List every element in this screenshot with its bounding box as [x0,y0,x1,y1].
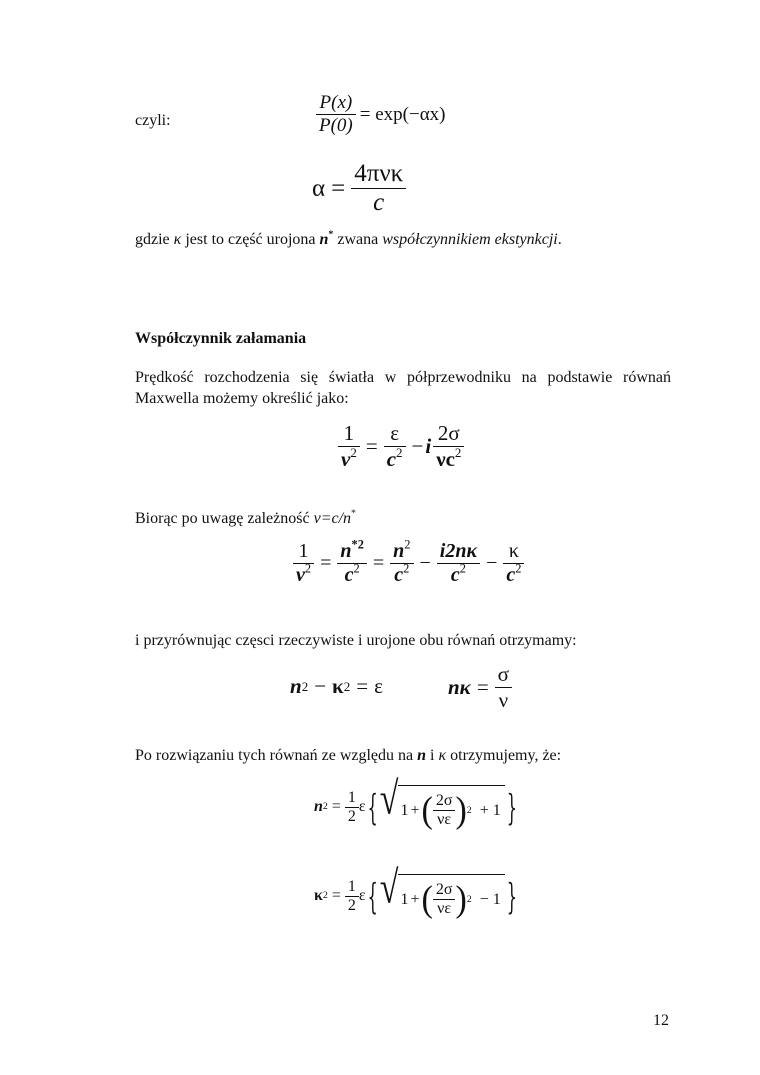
text-run: jest to część urojona [181,231,320,248]
czyli-label: czyli: [135,112,171,129]
radicand: 1 + ( $\frac{2\sigma}{\nu\varepsilon}$ ) 2 − 1 [398,874,504,918]
right-paren-icon: ) [455,789,467,831]
term-extinction-coefficient: współczynnikiem ekstynkcji [382,231,558,248]
equals-sign: = [365,434,378,458]
exponent: 2 [353,561,360,576]
fraction-sigma-term [433,421,464,472]
tail-term: + 1 [479,801,501,819]
equation-kappa-squared: κ 2 = $\frac{1}{2}$ ε { √ 1 + ( $\frac{2\sigma}{\nu\varepsilon}$ ) 2 − 1 } [314,874,519,918]
fraction-denominator: νε [437,811,452,828]
fraction-numerator: 1 [343,421,355,445]
equation-power-ratio [316,92,446,137]
radicand: 1 + ( $\frac{2\sigma}{\nu\varepsilon}$ ) 2 + 1 [398,785,504,829]
epsilon-symbol: ε [374,674,383,698]
equals-sign: = [320,552,332,574]
left-brace-icon: { [367,786,378,828]
fraction-sigma-over-nu [495,662,512,713]
equation-expansion [293,537,524,587]
equation-alpha [312,160,406,217]
n-symbol: n [290,674,302,698]
right-brace-icon: } [506,875,517,917]
one: 1 [400,801,409,819]
fraction-2sigma-over-nueps [433,792,456,829]
exponent: 2 [350,444,357,460]
v-symbol: v [296,564,305,586]
fraction-numerator: κ [508,540,519,562]
radical-sign-icon: √ [379,863,399,914]
epsilon-symbol: ε [358,887,366,904]
fraction-i2nk-over-c2 [437,540,480,587]
fraction-numerator: σ [497,662,509,686]
paragraph-kappa-definition [135,230,675,251]
fraction-numerator: 1 [298,540,309,562]
n-symbol: n [319,231,329,248]
section-heading: Współczynnik załamania [135,330,307,347]
one: 1 [400,890,409,908]
fraction-nstar2-over-c2 [337,537,367,587]
fraction-numerator: 1 [347,788,356,806]
equation-n-squared: n 2 = $\frac{1}{2}$ ε { √ 1 + ( $\frac{2\sigma}{\nu\varepsilon}$ ) 2 + 1 } [314,785,519,829]
kappa-symbol: κ [314,887,323,904]
fraction-numerator: 2σ [435,792,453,809]
equals-sign: = [476,675,489,699]
equation-imaginary-part [448,662,512,713]
paragraph-light-speed: Prędkość rozchodzenia się światła w półprzewodniku na podstawie równań Maxwella możemy określić jako: [135,369,671,407]
fraction-one-over-v2 [338,421,360,472]
minus-sign: − [314,674,327,698]
page-number: 12 [653,1012,669,1029]
text-run: Biorąc po uwagę zależność [135,510,314,527]
alpha-symbol: α [312,174,326,202]
fraction-denominator: P(0) [319,115,353,136]
fraction-one-over-v2 [293,540,314,587]
plus-sign: + [410,801,420,819]
equals-sign: = [356,674,369,698]
exponent: 2 [403,561,410,576]
fraction-numerator: 1 [347,877,356,895]
text-run: i [426,747,439,764]
fraction-numerator: P(x) [319,92,353,113]
plus-sign: + [410,890,420,908]
equation-rhs: = exp(−αx) [359,103,446,125]
fraction-numerator: 2σ [437,421,460,445]
equals-sign: = [331,798,341,815]
fraction-n2-over-c2 [390,537,413,587]
c-symbol: c [506,564,516,586]
fraction-alpha [351,160,406,217]
fraction-eps-over-c2 [384,421,406,472]
kappa-symbol: κ [438,747,447,764]
paragraph-relation [135,509,356,530]
minus-sign: − [411,434,424,458]
v-symbol: v [341,447,351,471]
text-run: otrzymujemy, że: [446,747,562,764]
tail-term: − 1 [479,890,501,908]
epsilon-symbol: ε [358,798,366,815]
fraction-denominator: 2 [347,807,356,825]
kappa-symbol: κ [173,231,182,248]
c-symbol: c [386,447,397,471]
asterisk-superscript: * [328,229,334,241]
fraction-numerator: 2σ [435,881,453,898]
left-brace-icon: { [367,875,378,917]
fraction-denominator: c [373,189,385,216]
denominator-text: νc [436,447,455,471]
n-symbol: n [417,747,427,764]
radical-sign-icon: √ [379,774,399,825]
fraction-numerator: ε [390,421,400,445]
c-symbol: c [450,564,460,586]
exponent: 2 [396,444,403,460]
exponent: *2 [351,537,364,552]
equation-maxwell [338,421,464,472]
asterisk-superscript: * [351,508,356,520]
text-run: zwana [333,231,383,248]
fraction-numerator: i2nκ [439,540,478,562]
paragraph-solution [135,746,561,767]
text-run: Po rozwiązaniu tych równań ze względu na [135,747,418,764]
text-run: . [557,231,562,248]
exponent: 2 [404,537,411,552]
equals-sign: = [372,552,385,574]
n-symbol: n [314,798,323,815]
n-kappa-product: nκ [448,675,471,699]
exponent: 2 [515,561,522,576]
inline-formula: v=c/n [313,510,352,527]
fraction-numerator: 4πνκ [354,160,404,187]
left-paren-icon: ( [421,878,433,920]
right-paren-icon: ) [455,878,467,920]
text-run: gdzie [135,231,174,248]
fraction-power-ratio [316,92,356,137]
equals-sign: = [331,887,341,904]
fraction-2sigma-over-nueps [433,881,456,918]
exponent: 2 [459,561,466,576]
paragraph-equating-parts: i przyrównując częsci rzeczywiste i urojone obu równań otrzymamy: [135,632,577,649]
minus-sign: − [419,552,431,574]
exponent: 2 [454,444,462,460]
n-symbol: n [340,540,352,562]
fraction-one-half [345,789,359,826]
c-symbol: c [394,564,404,586]
fraction-k-over-c2 [503,540,524,587]
left-paren-icon: ( [421,789,433,831]
fraction-denominator: νε [437,900,452,917]
exponent: 2 [304,561,312,576]
n-symbol: n [393,540,405,562]
c-symbol: c [344,564,354,586]
fraction-denominator: 2 [347,896,356,914]
imaginary-unit: i [425,434,432,458]
equation-real-part: n 2 − κ 2 = ε [290,674,383,698]
right-brace-icon: } [506,786,517,828]
minus-sign: − [486,552,498,574]
fraction-denominator: ν [498,688,509,712]
fraction-one-half [345,878,359,915]
kappa-symbol: κ [332,674,344,698]
equals-sign: = [331,174,346,202]
